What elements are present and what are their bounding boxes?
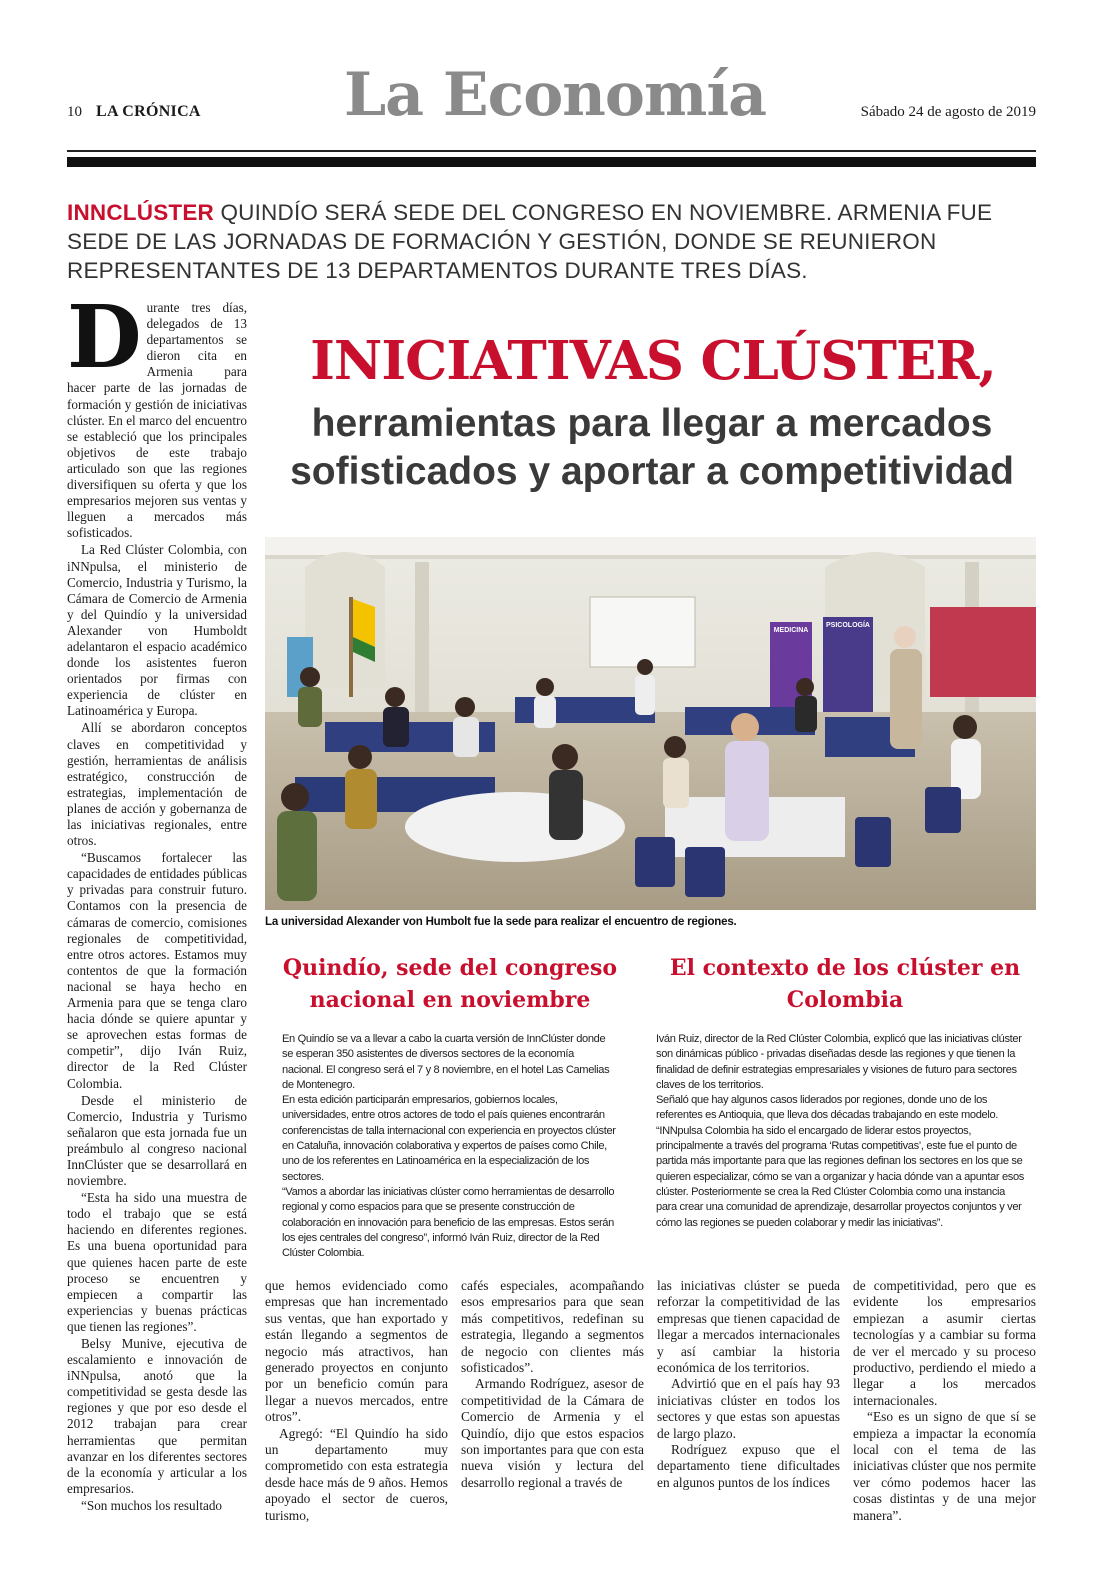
headline-sub: herramientas para llegar a mercados sofisticados y aportar a competitividad [290,402,1014,493]
bottom-column-4 [853,1278,1036,1524]
left-paragraph-2: La Red Clúster Colombia, con iNNpulsa, el ministerio de Comercio, Industria y Turismo, la Cámara de Comercio de Armenia y del Quindío y la universidad Alexander von Humboldt adelantaron el espacio académico donde los asistentes fueron orientados por firmas con experiencia de clúster en Latinoamérica y Europa. [67,542,247,719]
bottom-column-2 [461,1278,644,1491]
left-paragraph-1 [67,287,247,541]
subarticle-quindio-paragraph: En esta edición participarán empresarios, gobiernos locales, universidades, entre otros actores de todo el país quienes encontrarán conferencistas de talla internacional con experiencia en proyectos clúster en Cataluña, innovación colaborativa y expertos de países como Chile, uno de los referentes en Latinoamérica en la especialización de los sectores. [282,1094,616,1183]
kicker [67,198,1042,285]
left-paragraph-5: Desde el ministerio de Comercio, Industria y Turismo señalaron que esta jornada fue un preámbulo al congreso nacional InnClúster que se desarrollará en noviembre. [67,1092,247,1189]
left-paragraph-7: Belsy Munive, ejecutiva de escalamiento e innovación de iNNpulsa, anotó que la competitividad se gesta desde las regiones y que por eso desde el 2012 trabajan para crear herramientas que permitan avanzar en los diferentes sectores de la economía y articular a los empresarios. [67,1336,247,1496]
bottom-paragraph: que hemos evidenciado como empresas que han incrementado sus ventas, que han exportado y están llegando a segmentos de negocio más atractivos, han generado proyectos en conjunto por un beneficio común para llegar a nuevos mercados, entre otros”. [265,1278,448,1425]
subarticle-contexto-title: El contexto de los clúster en Colombia [669,955,1021,1013]
subarticle-contexto-body [656,1032,1024,1231]
banner-psicologia: PSICOLOGÍA [826,622,870,629]
bottom-paragraph: Rodríguez expuso que el departamento tiene dificultades en algunos puntos de los índices [657,1442,840,1490]
publication-date: Sábado 24 de agosto de 2019 [860,104,1036,120]
bottom-paragraph: Agregó: “El Quindío ha sido un departamento muy comprometido con esta estrategia desde hace más de 9 años. Hemos apoyado el sector de cueros, turismo, [265,1425,448,1523]
bottom-paragraph: cafés especiales, acompañando esos empresarios para que sean más competitivos, redefinan su estrategia, llegando a segmentos de negocio con clientes más sofisticados”. [461,1278,644,1376]
bottom-paragraph: las iniciativas clúster se pueda reforzar la competitividad de las empresas que tienen capacidad de llegar a mercados internacionales y así cambiar la historia económica de los territorios. [657,1278,840,1376]
left-paragraph-3: Allí se abordaron conceptos claves en competitividad y gestión, herramientas de análisis estratégico, construcción de estrategias, implementación de planes de acción y gobernanza de las iniciativas regionales, entre otros. [67,720,247,849]
section-title: La Economía [343,60,767,130]
kicker-tag: INNCLÚSTER [67,200,214,225]
subarticle-contexto-paragraph: Señaló que hay algunos casos liderados por regiones, donde uno de los referentes es Antioquia, que lleva dos décadas trabajando en este modelo. [656,1094,999,1122]
left-paragraph-6: “Esta ha sido una muestra de todo el trabajo que se está haciendo en diferentes regiones. Es una buena oportunidad para que quienes hacen parte de este proceso se encuentren y empiecen a compartir las experiencias y buenas prácticas que tienen las regiones”. [67,1190,247,1334]
dropcap: D [67,287,142,388]
banner-medicina: MEDICINA [773,627,809,634]
publication-name: LA CRÓNICA [96,103,201,120]
photo-caption: La universidad Alexander von Humbolt fue la sede para realizar el encuentro de regiones. [265,916,737,928]
left-column [67,287,247,1515]
left-paragraph-1-text: urante tres días, delegados de 13 departamentos se dieron cita en Armenia para hacer parte de las jornadas de formación y gestión de iniciativas clúster. En el marco del encuentro se estableció que los principales objetivos de este trabajo articulado son que las regiones diversifiquen su oferta y que los empresarios mejoren sus ventas y lleguen a mercados más sofisticados. [67,300,247,541]
bottom-column-3 [657,1278,840,1491]
bottom-paragraph: “Eso es un signo de que sí se empieza a impactar la economía local con el tema de las iniciativas clúster que nos permite ver cómo podemos hacer las cosas distintas y de una mejor manera”. [853,1409,1036,1523]
left-paragraph-4: “Buscamos fortalecer las capacidades de entidades públicas y privadas para construir futuro. Contamos con la presencia de cámaras de comercio, comisiones regionales de competitividad, entre otros actores. Estamos muy contentos de que la formación nacional se haya hecho en Armenia para que se tenga claro hacia dónde se quiere apuntar y se aprovechen estas formas de competir”, dijo Iván Ruiz, director de la Red Clúster Colombia. [67,850,247,1091]
headline-main: INICIATIVAS CLÚSTER, [310,330,996,392]
event-photo [265,537,1036,910]
bottom-paragraph: Advirtió que en el país hay 93 iniciativas clúster en todos los sectores y que estas son apuestas de largo plazo. [657,1376,840,1441]
page-number: 10 [67,104,82,120]
subarticle-quindio-paragraph: En Quindío se va a llevar a cabo la cuarta versión de InnClúster donde se esperan 350 asistentes de diversos sectores de la economía nacional. El congreso será el 7 y 8 noviembre, en el hotel Las Camelias de Montenegro. [282,1033,610,1091]
kicker-text: QUINDÍO SERÁ SEDE DEL CONGRESO EN NOVIEMBRE. ARMENIA FUE SEDE DE LAS JORNADAS DE FORMACIÓN Y GESTIÓN, DONDE SE REUNIERON REPRESENTANTES DE 13 DEPARTAMENTOS DURANTE TRES DÍAS. [67,200,993,283]
subarticle-quindio-body [282,1032,616,1261]
subarticle-contexto-paragraph: “INNpulsa Colombia ha sido el encargado de liderar estos proyectos, principalmente a través del programa ‘Rutas competitivas’, este fue el punto de partida más importante para que las regiones definan los sectores en los que se quieren especializar, cómo se van a organizar y hacia dónde van a apuntar esos clúster. Posteriormente se crea la Red Clúster Colombia como una instancia para crear una comunidad de aprendizaje, desarrollar proyectos conjuntos y ver cómo las regiones se pueden colaborar y medir las iniciativas”. [656,1124,1025,1229]
bottom-column-1 [265,1278,448,1524]
subarticle-contexto-paragraph: Iván Ruiz, director de la Red Clúster Colombia, explicó que las iniciativas clúster son dinámicas público - privadas diseñadas desde las regiones y que tienen la finalidad de definir estrategias empresariales y visiones de futuro para sectores claves de los territorios. [656,1033,1022,1091]
event-photo-illustration [265,537,1036,910]
left-paragraph-8: “Son muchos los resultado [81,1497,223,1513]
header-rule-thick [67,157,1036,167]
subarticle-quindio-paragraph: “Vamos a abordar las iniciativas clúster como herramientas de desarrollo regional y como espacios para que se presente construcción de colaboración en innovación para beneficio de las empresas. Estos serán los ejes centrales del congreso”, informó Iván Ruiz, director de la Red Clúster Colombia. [282,1185,615,1260]
bottom-paragraph: de competitividad, pero que es evidente los empresarios empiezan a asumir ciertas tecnologías y a cambiar su forma de ver el mercado y su proceso productivo, perdiendo el miedo a llegar a los mercados internacionales. [853,1278,1036,1408]
subarticle-quindio-title: Quindío, sede del congreso nacional en noviembre [282,955,618,1013]
header-rule-thin [67,150,1036,152]
bottom-paragraph: Armando Rodríguez, asesor de competitividad de la Cámara de Comercio de Armenia y el Quindío, dijo que estos espacios son importantes para que con esta nueva visión y lectura del desarrollo regional a través de [461,1376,644,1490]
